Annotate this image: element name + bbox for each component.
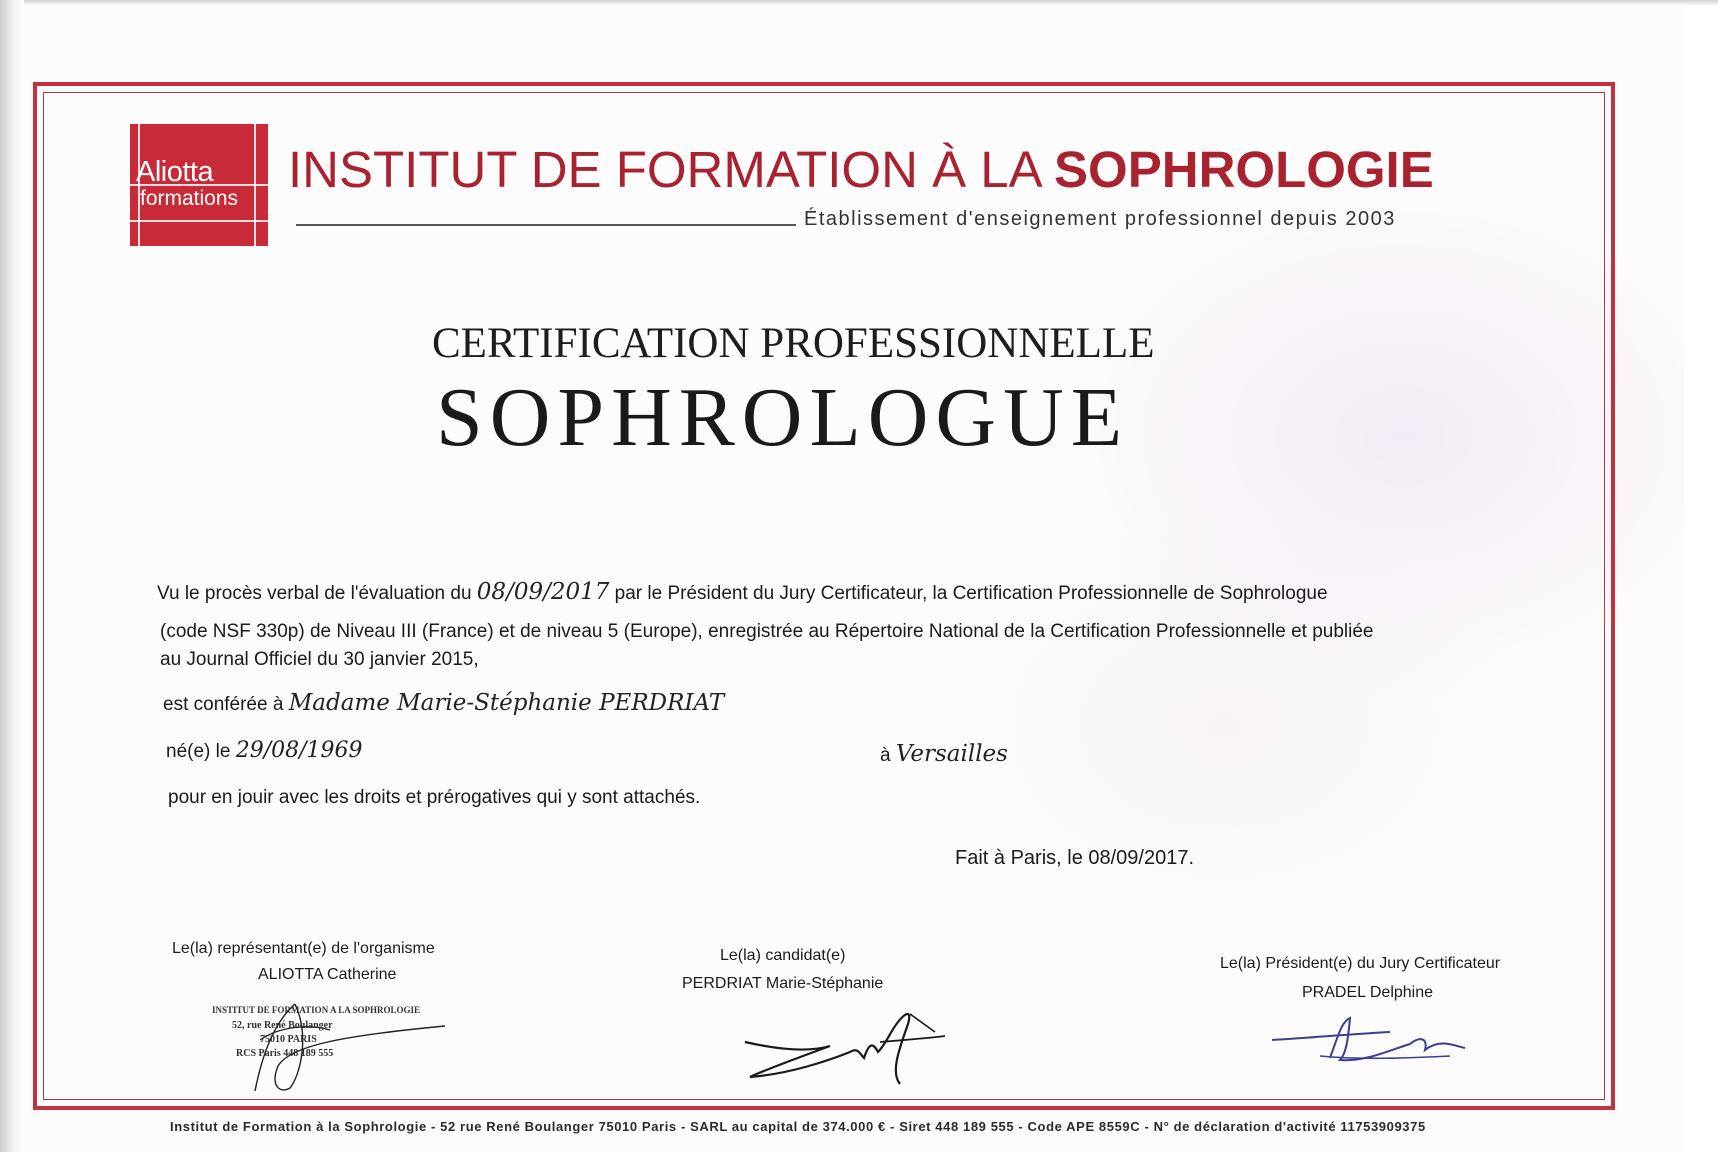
conferred-line xyxy=(163,692,724,715)
candidate-label: Le(la) candidat(e) xyxy=(720,947,846,964)
organisation-label: Le(la) représentant(e) de l'organisme xyxy=(172,940,435,957)
body-p1-start: Vu le procès verbal de l'évaluation du xyxy=(157,583,477,604)
made-at-line: Fait à Paris, le 08/09/2017. xyxy=(955,847,1195,869)
aliotta-logo xyxy=(130,124,268,246)
born-label: né(e) le xyxy=(166,741,236,762)
logo-text-formations: formations xyxy=(140,187,239,210)
organisation-stamp-signature xyxy=(200,996,450,1096)
footer-legal-text: Institut de Formation à la Sophrologie - 52 rue René Boulanger 75010 Paris - SARL au capital de 374.000 € - Siret 448 189 555 - Code APE 8559C - N° de déclaration d'activité 11753909375 xyxy=(170,1119,1426,1134)
body-paragraph-line-3: au Journal Officiel du 30 janvier 2015, xyxy=(160,649,479,670)
stamp-line-1: INSTITUT DE FORMATION A LA SOPHROLOGIE xyxy=(212,1005,420,1015)
institute-title-bold: SOPHROLOGIE xyxy=(1054,141,1434,198)
birth-line xyxy=(166,740,363,762)
president-name: PRADEL Delphine xyxy=(1302,984,1434,1001)
stamp-line-3: 75010 PARIS xyxy=(260,1034,317,1045)
scan-shadow-left xyxy=(0,0,24,1152)
body-paragraph-line-2: (code NSF 330p) de Niveau III (France) et de niveau 5 (Europe), enregistrée au Répertoire National de la Certification Professionnelle et publiée xyxy=(160,621,1374,642)
certificate-name: SOPHROLOGUE xyxy=(436,371,1130,464)
conferred-label: est conférée à xyxy=(163,694,289,715)
stamp-line-2: 52, rue René Boulanger xyxy=(232,1020,333,1031)
birthplace-label: à xyxy=(880,745,896,766)
institute-subtitle: Établissement d'enseignement professionnel depuis 2003 xyxy=(804,208,1396,230)
birth-date: 29/08/1969 xyxy=(235,738,363,763)
body-paragraph-line-1 xyxy=(157,581,1328,604)
recipient-name: Madame Marie-Stéphanie PERDRIAT xyxy=(288,690,725,716)
certificate-title: CERTIFICATION PROFESSIONNELLE xyxy=(432,320,1155,367)
stamp-line-4: RCS Paris 448 189 555 xyxy=(236,1048,334,1059)
candidate-name: PERDRIAT Marie-Stéphanie xyxy=(682,975,884,992)
body-p1-end: par le Président du Jury Certificateur, la Certification Professionnelle de Sophrologue xyxy=(609,583,1328,604)
president-signature xyxy=(1270,1010,1470,1070)
birthplace: Versailles xyxy=(895,741,1008,767)
evaluation-date: 08/09/2017 xyxy=(476,579,610,605)
logo-text-aliotta: Aliotta xyxy=(136,156,214,188)
candidate-signature xyxy=(740,1002,950,1092)
header-rule xyxy=(296,224,796,226)
birthplace-line xyxy=(880,743,1008,766)
logo-grid-line xyxy=(130,220,268,222)
institute-title xyxy=(288,141,1434,198)
rights-statement: pour en jouir avec les droits et prérogatives qui y sont attachés. xyxy=(168,787,701,808)
institute-title-regular: INSTITUT DE FORMATION À LA xyxy=(288,141,1055,198)
president-label: Le(la) Président(e) du Jury Certificateur xyxy=(1220,955,1501,972)
organisation-name: ALIOTTA Catherine xyxy=(258,966,397,983)
